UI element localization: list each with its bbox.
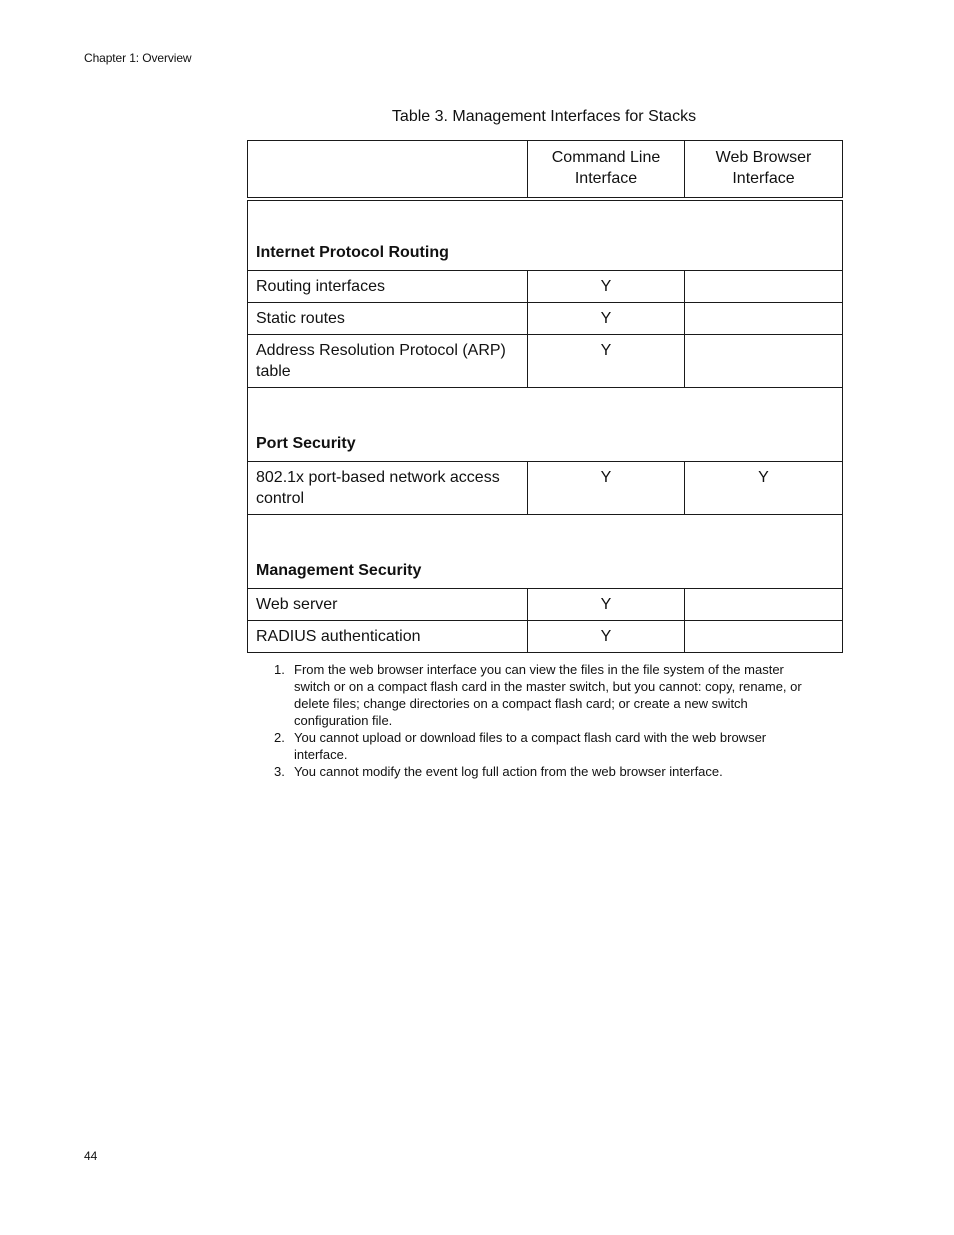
running-head: Chapter 1: Overview [84, 51, 192, 65]
table-row [248, 303, 843, 335]
footnote-number: 3. [274, 764, 285, 779]
section-title: Internet Protocol Routing [248, 199, 843, 271]
row-label: Static routes [248, 303, 528, 335]
table-row [248, 621, 843, 653]
table-row [248, 589, 843, 621]
cli-mark: Y [528, 621, 685, 653]
header-cli: Command Line Interface [528, 141, 685, 199]
footnote-text: You cannot modify the event log full action from the web browser interface. [294, 764, 723, 779]
section-row [248, 199, 843, 271]
header-web: Web Browser Interface [685, 141, 843, 199]
row-label: 802.1x port-based network access control [248, 462, 528, 515]
web-mark [685, 621, 843, 653]
section-title: Management Security [248, 515, 843, 589]
cli-mark: Y [528, 589, 685, 621]
web-mark [685, 303, 843, 335]
web-mark [685, 335, 843, 388]
web-mark: Y [685, 462, 843, 515]
footnote [268, 763, 818, 780]
footnote [268, 661, 818, 729]
footnote-number: 2. [274, 730, 285, 745]
footnote-text: From the web browser interface you can view the files in the file system of the master switch or on a compact flash card in the master switch, but you cannot: copy, rename, or delete files; change directories on a compact flash card; or create a new switch configuration file. [294, 662, 802, 728]
management-interfaces-table [247, 140, 843, 653]
section-title: Port Security [248, 388, 843, 462]
cli-mark: Y [528, 303, 685, 335]
table-row [248, 462, 843, 515]
table-caption: Table 3. Management Interfaces for Stacks [391, 108, 697, 125]
table-row [248, 335, 843, 388]
table-row [248, 271, 843, 303]
footnote-number: 1. [274, 662, 285, 677]
footnote [268, 729, 818, 763]
row-label: Address Resolution Protocol (ARP) table [248, 335, 528, 388]
row-label: Routing interfaces [248, 271, 528, 303]
page-number: 44 [84, 1149, 98, 1163]
cli-mark: Y [528, 335, 685, 388]
footnotes [268, 661, 818, 780]
cli-mark: Y [528, 462, 685, 515]
row-label: RADIUS authentication [248, 621, 528, 653]
section-row [248, 515, 843, 589]
header-feature [248, 141, 528, 199]
cli-mark: Y [528, 271, 685, 303]
row-label: Web server [248, 589, 528, 621]
table-header-row [248, 141, 843, 199]
section-row [248, 388, 843, 462]
web-mark [685, 271, 843, 303]
footnote-text: You cannot upload or download files to a compact flash card with the web browser interface. [294, 730, 767, 762]
web-mark [685, 589, 843, 621]
